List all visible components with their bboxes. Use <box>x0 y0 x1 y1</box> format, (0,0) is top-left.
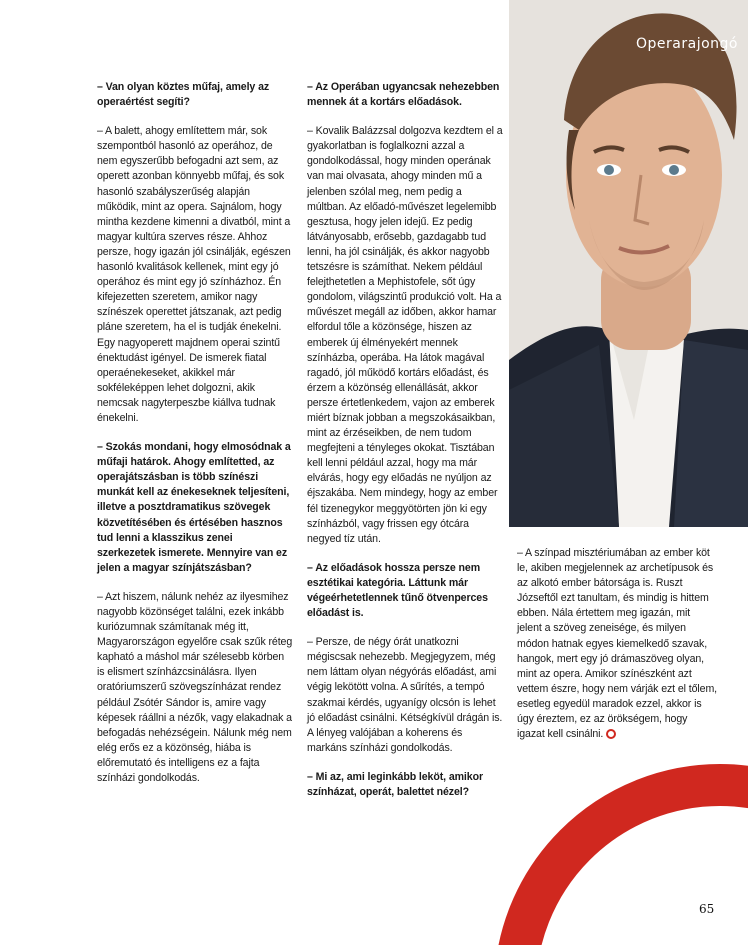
section-label: Operarajongó <box>636 36 738 52</box>
question-paragraph: – Mi az, ami leginkább leköt, amikor színházat, operát, balettet nézel? <box>307 770 483 799</box>
question-paragraph: – Az előadások hossza persze nem esztétikai kategória. Láttunk már végeérhetetlennek tűnő ötvenperces előadást is. <box>307 561 488 620</box>
answer-paragraph: – Azt hiszem, nálunk nehéz az ilyesmihez nagyobb közönséget találni, ezek inkább kuriózumnak számítanak még itt, Magyarországon egyelőre csak szűk réteg kapható a máshol már szélesebb körben is elismert színházcsinálásra. Ilyen oratóriumszerű szövegszínházat rendez például Zsótér Sándor is, amire vagy képesek ráállni a nézők, vagy elakadnak a befogadás nehézségein. Nálunk még nem elég erős ez a közönség, hiába is előremutató és intelligens ez a fajta színházi gondolkodás. <box>97 590 293 785</box>
question-paragraph: – Az Operában ugyancsak nehezebben mennek át a kortárs előadások. <box>307 81 500 109</box>
answer-paragraph: – Persze, de négy órát unatkozni mégiscsak nehezebb. Megjegyzem, még nem láttam olyan négyórás előadást, ami végig lekötött volna. A sűrítés, a tempó szakmai kérdés, ugyanígy olcsón is lehet jó előadást csinálni. Kétségkívül drágán is. A lényeg valójában a koherens és markáns színházi gondolkodás. <box>307 636 503 754</box>
page-number: 65 <box>699 902 715 916</box>
question-paragraph: – Szokás mondani, hogy elmosódnak a műfaji határok. Ahogy említetted, az operajátszásban is több színészi munkát kell az énekeseknek teljesíteni, illetve a posztdramatikus szövegek közvetítésében és értésében hasznos tud lenni a klasszikus zenei szerkezetek ismerete. Mennyire van ez jelen a magyar színjátszásban? <box>97 441 291 574</box>
answer-paragraph: – Kovalik Balázzsal dolgozva kezdtem el a gyakorlatban is foglalkozni azzal a gondolkodással, hogy minden operának van mai olvasata, ahogy minden mű a jelenben szólal meg, nem pedig a múltban. Az előadó-művészet legelemibb gesztusa, hogy jelen idejű. Ez pedig látványosabb, erősebb, gazdagabb tud lenni, ha jól csinálják, és akkor nagyobb tetszésre is számíthat. Nekem például felejthetetlen a Mephistofele, sőt úgy gondolom, világszintű produkció volt. Ha a művészet megáll az időben, akkor hamar elfordul tőle a közönsége, hiszen az emberek új élményekért mennek színházba, operába. Ha látok magával ragadó, jól működő kortárs előadást, és érzem a közönség ellenállását, akkor persze értetlenkedem, vajon az emberek miért bíznak jobban a megszokásaikban, mint az érzéseikben, de nem tudom megfejteni a tényleges okokat. Tisztában kell lenni például azzal, hogy ma már elvárás, hogy egy előadás ne nyúljon az éjszakába. Nem mindegy, hogy az ember fél tizenegykor meggyötörten jön ki egy színházból, vagy frissen egy ótcára negyed tíz után. <box>307 125 503 545</box>
answer-text: – A színpad misztériumában az ember köt le, akiben megjelennek az archetípusok és az alkotó ember bátorsága is. Ruszt Józseftől ezt tanultam, és mindig is hittem ebben. Nála értettem meg igazán, mit jelent a szöveg zeneisége, és milyen módon hatnak egyes kiemelkedő szavak, hangok, mert egy jó drámaszöveg olyan, mint az opera. Amikor színészként azt vettem észre, hogy nem várják ezt el tőlem, esetleg egyedül maradok ezzel, akkor is úgy éreztem, ez az örökségem, hogy igazat kell csinálni. <box>517 547 718 741</box>
question-paragraph: – Van olyan köztes műfaj, amely az operaértést segíti? <box>97 81 270 109</box>
answer-paragraph: – A balett, ahogy említettem már, sok szempontból hasonló az operához, de nem egyszerűbb befogadni azt sem, az operett azonban könnyebb műfaj, és sok hasonló szabályszerűség alapján működik, mint az opera. Sajnálom, hogy mintha kezdene kimenni a divatból, mint a magyar kultúra szerves része. Ahhoz persze, hogy igazán jól csinálják, egészen hasonló kvalitások kellenek, mint egy jó operához és mint egy jó színházhoz. Én kifejezetten szeretem, amikor nagy színészek operettet játszanak, azt pedig pláne szeretem, ha el is tudják énekelni. Egy nagyoperett majdnem operai szintű énektudást igényel. De ismerek fiatal operaénekeseket, akikkel már sokféleképpen lehet dolgozni, akik nemcsak nagyterpeszbe kiállva tudnak énekelni. <box>97 125 291 424</box>
